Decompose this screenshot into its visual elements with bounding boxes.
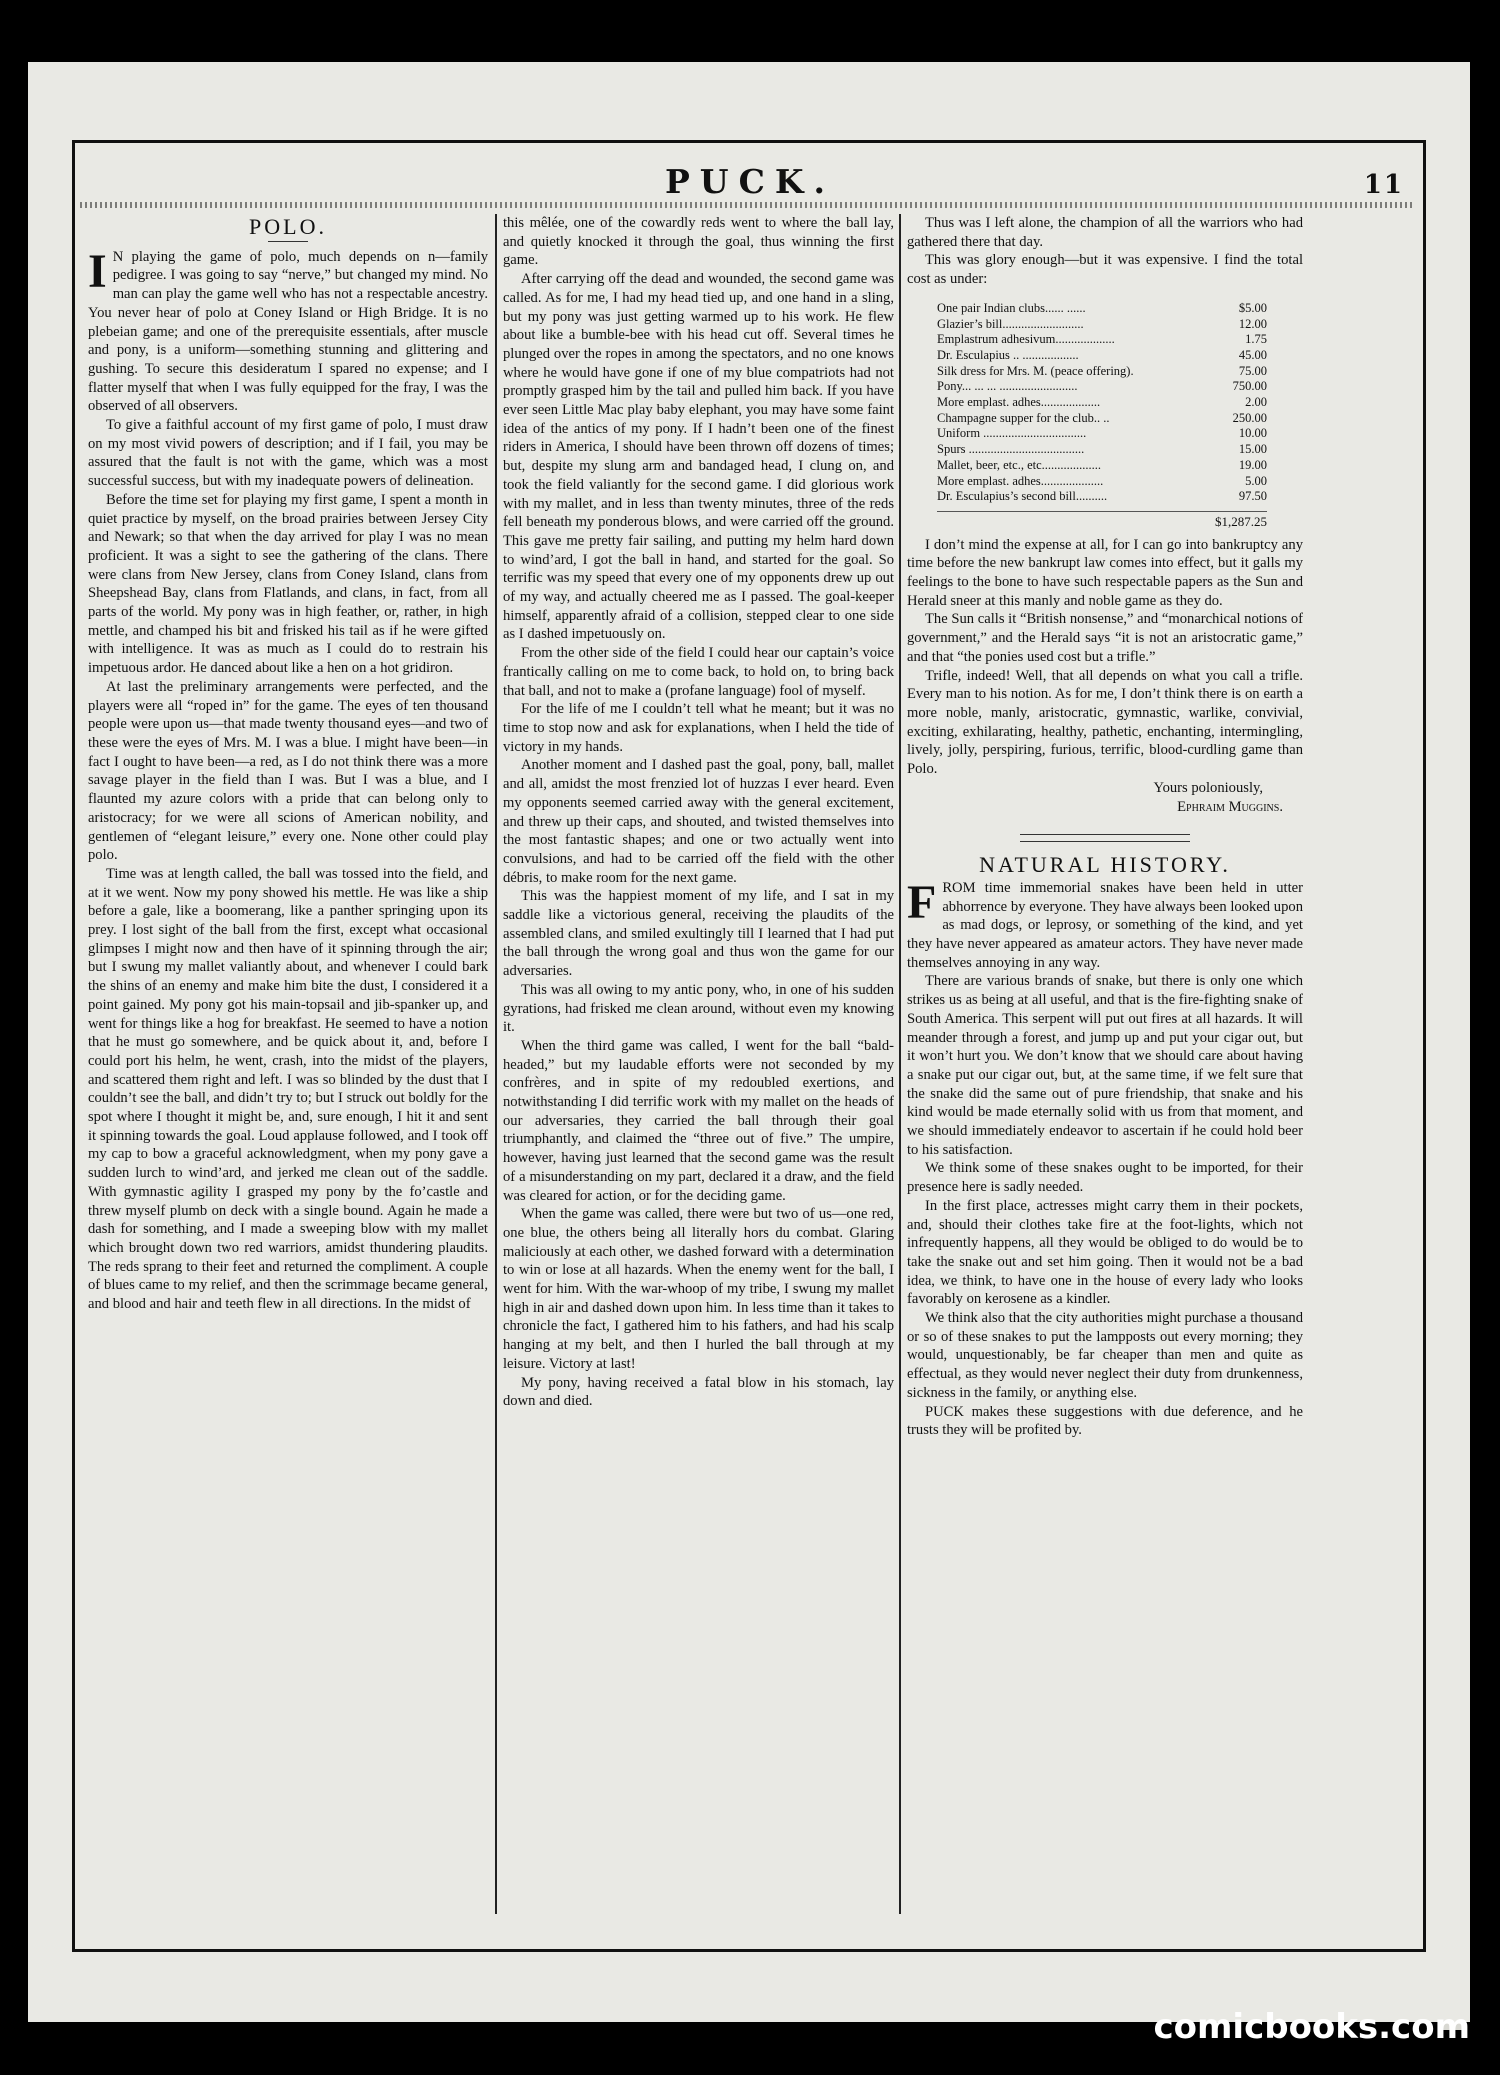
natural-history-first-paragraph xyxy=(907,875,1303,973)
polo-first-paragraph xyxy=(88,244,488,416)
column-rule xyxy=(899,214,901,1914)
header-rule xyxy=(80,202,1412,208)
column-3 xyxy=(907,214,1303,1440)
bill-amount: 19.00 xyxy=(1238,457,1267,472)
paragraph: This was all owing to my antic pony, who, in one of his sudden gyrations, had frisked me clean around, without even my knowing it. xyxy=(503,981,894,1036)
watermark: comicbooks.com xyxy=(1153,2007,1470,2047)
bill-row xyxy=(937,458,1267,474)
paragraph: Trifle, indeed! Well, that all depends on what you call a trifle. Every man to his notion. As for me, I don’t think there is on earth a more noble, manly, aristocratic, gymnastic, warlike, convivial, exciting, exhilarating, healthy, pathetic, enchanting, intermingling, lively, jolly, perspiring, furious, terrific, blood-curdling game than Polo. xyxy=(907,667,1303,778)
bill-item: Pony... ... ... ......................... xyxy=(937,379,1078,394)
title-rule xyxy=(268,241,308,242)
paragraph: Another moment and I dashed past the goal, pony, ball, mallet and all, amidst the most frenzied lot of huzzas I ever heard. Even my opponents seemed carried away with the general excitement, and threw up their caps, and shouted, and twisted themselves into the most fantastic shapes; and one or two actually went into convulsions, and had to be carried off the field with the other débris, to make room for the next game. xyxy=(503,757,894,886)
paragraph: From the other side of the field I could hear our captain’s voice frantically calling on me to come back, to hold on, to bring back that ball, and not to make a (profane language) fool of myself. xyxy=(503,645,894,699)
bill-row xyxy=(937,364,1267,380)
closing: Yours poloniously, xyxy=(1153,779,1263,796)
masthead: PUCK. xyxy=(664,162,836,201)
paragraph: When the game was called, there were but two of us—one red, one blue, the others being all literally hors du combat. Glaring maliciously at each other, we dashed forward with a determination to win or lose at all hazards. When the enemy went for the ball, I went for him. With the war-whoop of my tribe, I swung my mallet high in air and dashed down upon him. In less time than it takes to chronicle the fact, I gathered him to his fathers, and had his scalp hanging at my belt, and then I hurled the ball through at my leisure. Victory at last! xyxy=(503,1206,894,1372)
bill-row xyxy=(937,395,1267,411)
bill-item: Spurs ..................................... xyxy=(937,442,1085,457)
paragraph: Before the time set for playing my first game, I spent a month in quiet practice by myself, on the broad prairies between Jersey City and Newark; so that when the day arrived for play I was no mean proficient. It was a sight to see the gathering of the clans. There were clans from New Jersey, clans from Coney Island, clans from Sheepshead Bay, clans from Flatlands, and clans, in fact, from all parts of the world. My pony was in high feather, or, rather, in high mettle, and champed his bit and frisked his tail as if he were gifted with intelligence. It was as much as I could do to restrain his impetuous ardor. He danced about like a hen on a hot gridiron. xyxy=(88,491,488,677)
paragraph: My pony, having received a fatal blow in his stomach, lay down and died. xyxy=(503,1374,894,1410)
bill-item: Dr. Esculapius .. .................. xyxy=(937,347,1079,362)
paragraph: I don’t mind the expense at all, for I can go into bankruptcy any time before the new bankrupt law comes into effect, but it galls my feelings to the bone to have such respectable papers as the Sun and Herald sneer at this manly and noble game as they do. xyxy=(907,536,1303,609)
paragraph-text: ROM time immemorial snakes have been held in utter abhorrence by everyone. They have always been looked upon as mad dogs, or leprosy, or something of the kind, and yet they have never appeared as amateur actors. They have never made themselves annoying in any way. xyxy=(907,879,1303,971)
bill-row xyxy=(937,489,1267,505)
bill-row xyxy=(937,442,1267,458)
bill-item: Silk dress for Mrs. M. (peace offering). xyxy=(937,363,1134,378)
bill-amount: 45.00 xyxy=(1238,347,1267,362)
bill-amount: 2.00 xyxy=(1245,395,1267,410)
column-2 xyxy=(503,214,894,1411)
bill-item: Mallet, beer, etc., etc................... xyxy=(937,457,1102,472)
dropcap: F xyxy=(907,875,937,929)
column-1 xyxy=(88,214,488,1314)
column-rule xyxy=(495,214,497,1914)
signature: Ephraim Muggins. xyxy=(1177,798,1283,815)
page-number: 11 xyxy=(1363,170,1404,200)
paragraph: this mêlée, one of the cowardly reds went to where the ball lay, and quietly knocked it through the goal, thus winning the first game. xyxy=(503,215,894,269)
bill-item: More emplast. adhes.................... xyxy=(937,473,1104,488)
bill-row xyxy=(937,474,1267,490)
bill-item: Champagne supper for the club.. .. xyxy=(937,410,1110,425)
paragraph: For the life of me I couldn’t tell what he meant; but it was no time to stop now and ask for explanations, when I held the tide of victory in my hands. xyxy=(503,701,894,755)
bill-amount: 12.00 xyxy=(1238,316,1267,331)
section-divider xyxy=(1020,834,1190,842)
bill-row xyxy=(937,301,1267,317)
paragraph: To give a faithful account of my first game of polo, I must draw on my most vivid powers of description; and if I fail, you may be assured that the fault is not with the game, which was a most successful success, but with my inadequate powers of delineation. xyxy=(88,417,488,490)
paragraph: At last the preliminary arrangements were perfected, and the players were all “roped in” for the game. The eyes of ten thousand people were upon us—that made twenty thousand eyes—and two of these were the eyes of Mrs. M. I was a blue. I might have been—in fact I ought to have been—a red, as I do not think there was a more savage player in the field than I was. But I was a blue, and I flaunted my azure colors with a pride that can belong only to aristocracy; for we were all scions of American nobility, and gentlemen of “elegant leisure,” every one. None other could play polo. xyxy=(88,678,488,864)
bill-row xyxy=(937,348,1267,364)
paragraph: In the first place, actresses might carry them in their pockets, and, should their clothes take fire at the foot-lights, which not infrequently happens, all they would be obliged to do would be to take the snake out and set him going. Then it would not be a bad idea, we think, to have one in the house of every lady who looks favorably on kerosene as a kindler. xyxy=(907,1197,1303,1308)
bill-item: Glazier’s bill.......................... xyxy=(937,316,1084,331)
paragraph: We think some of these snakes ought to be imported, for their presence here is sadly needed. xyxy=(907,1160,1303,1196)
bill-row xyxy=(937,379,1267,395)
paragraph: Thus was I left alone, the champion of all the warriors who had gathered there that day. xyxy=(907,215,1303,250)
bill-amount: 15.00 xyxy=(1238,442,1267,457)
article-title-natural-history: NATURAL HISTORY. xyxy=(979,852,1231,878)
bill-amount: $5.00 xyxy=(1238,300,1267,315)
paragraph: We think also that the city authorities might purchase a thousand or so of these snakes to put the lampposts out every morning; they would, unquestionably, be far cheaper than men and quite as effectual, as they would never neglect their duty from drunkenness, sickness in the family, or anything else. xyxy=(907,1310,1303,1401)
bill-item: One pair Indian clubs...... ...... xyxy=(937,300,1086,315)
paragraph-text: N playing the game of polo, much depends on n—family pedigree. I was going to say “nerve,” but changed my mind. No man can play the game well who has not a respectable ancestry. You never hear of polo at Coney Island or High Bridge. It is no plebeian game; and one of the prerequisite essentials, after muscle and pony, is a uniform—something stunning and glittering and gushing. To secure this desideratum I spared no expense; and I flatter myself that when I was fully equipped for the fray, I was the observed of all observers. xyxy=(88,248,488,415)
bill-amount: 5.00 xyxy=(1245,473,1267,488)
bill-amount: 1.75 xyxy=(1245,332,1267,347)
bill-item: Emplastrum adhesivum................... xyxy=(937,332,1115,347)
bill-amount: 75.00 xyxy=(1238,363,1267,378)
bill-row xyxy=(937,411,1267,427)
bill-item: More emplast. adhes................... xyxy=(937,395,1101,410)
bill-row xyxy=(937,426,1267,442)
paragraph: This was glory enough—but it was expensive. I find the total cost as under: xyxy=(907,252,1303,288)
dropcap: I xyxy=(88,244,107,298)
bill-amount: 10.00 xyxy=(1238,426,1267,441)
paragraph: The Sun calls it “British nonsense,” and “monarchical notions of government,” and the Herald says “it is not an aristocratic game,” and that “the ponies used cost but a trifle.” xyxy=(907,611,1303,665)
bill-amount: 750.00 xyxy=(1232,379,1267,394)
bill-amount: 97.50 xyxy=(1238,489,1267,504)
paragraph: Time was at length called, the ball was tossed into the field, and at it we went. Now my pony showed his mettle. He was like a ship before a gale, like a boomerang, like a panther springing upon its prey. I lost sight of the ball from the first, except what occasional glimpses I might now and then have of it spinning through the air; but I swung my mallet valiantly about, and whenever I could bark the shins of an enemy and make him bite the dust, I considered it a point gained. My pony got his main-topsail and jib-spanker up, and went for things like a hog for breakfast. He seemed to have a notion that he must go somewhere, and be quick about it, and, before I could port his helm, he went, crash, into the midst of the players, and scattered them right and left. I was so blinded by the dust that I couldn’t see the ball, and didn’t try to; but I struck out boldly for the spot where I thought it might be, and, sure enough, I hit it and sent it spinning towards the goal. Loud applause followed, and I took off my cap to bow a graceful acknowledgment, when my pony gave a sudden lurch to wind’ard, and jerked me clean out of the saddle. With gymnastic agility I grasped my pony by the fo’castle and threw myself plumb on deck with a single bound. Again he made a dash for something, and I made a sweeping blow with my mallet which brought down two red warriors, amidst thundering plaudits. The reds sprang to their feet and returned the compliment. A couple of blues came to my relief, and then the scrimmage became general, and blood and hair and teeth flew in all directions. In the midst of xyxy=(88,865,488,1313)
expense-bill xyxy=(937,301,1303,530)
paragraph: After carrying off the dead and wounded, the second game was called. As for me, I had my head tied up, and one hand in a sling, but my pony was just getting warmed up to his work. He flew about like a bumble-bee with his head cut off. Several times he plunged over the ropes in among the spectators, and no one knows where he would have gone if one of my blue compatriots had not promptly grasped him by the tail and pulled him back. If you have ever seen Little Mac play baby elephant, you may have some faint idea of the antics of my pony. If I hadn’t been one of the finest riders in America, I should have been thrown off dozens of times; but, despite my slung arm and bandaged head, I clung on, and took the field valiantly for the second game. I did glorious work with my mallet, and in less than twenty minutes, three of the reds fell beneath my ponderous blows, and were carried off the ground. This gave me pretty fair sailing, and putting my helm hard down to wind’ard, I got the ball in hand, and started for the goal. So terrific was my speed that every one of my opponents drew up out of my way, and actually cheered me as I passed. The goal-keeper himself, apparently afraid of a collision, stepped clear to one side as I dashed impetuously on. xyxy=(503,271,894,643)
paragraph: PUCK makes these suggestions with due deference, and he trusts they will be profited by. xyxy=(907,1403,1303,1439)
paragraph: There are various brands of snake, but there is only one which strikes us as being at all useful, and that is the fire-fighting snake of South America. This serpent will put out fires at all hazards. It will meander through a forest, and jump up and put your cigar out, but it won’t hurt you. We don’t know that we should care about having a snake put our cigar out, but, at the same time, if we felt sure that the snake did the same out of pure friendship, that snake and his kind would be made eternally solid with us from that moment, and we should immediately endeavor to ascertain if he could hold beer to his satisfaction. xyxy=(907,973,1303,1158)
article-title-polo: POLO. xyxy=(249,214,327,239)
bill-row xyxy=(937,317,1267,333)
bill-row xyxy=(937,332,1267,348)
bill-amount: 250.00 xyxy=(1232,410,1267,425)
bill-item: Uniform ................................. xyxy=(937,426,1087,441)
bill-total: $1,287.25 xyxy=(937,511,1267,530)
paragraph: When the third game was called, I went for the ball “bald-headed,” but my laudable efforts were not seconded by my confrères, and in spite of my redoubled exertions, and notwithstanding I did terrific work with my mallet on the heads of our adversaries, they carried the ball through their goal triumphantly, and claimed the “three out of five.” The umpire, however, having just learned that the second game was the result of a misunderstanding on my part, declared it a draw, and the field was cleared for action, or for the deciding game. xyxy=(503,1037,894,1204)
bill-item: Dr. Esculapius’s second bill.......... xyxy=(937,489,1108,504)
paragraph: This was the happiest moment of my life, and I sat in my saddle like a victorious general, receiving the plaudits of the assembled clans, and smiled exultingly till I learned that I had put the ball through the wrong goal and thus won the game for our adversaries. xyxy=(503,888,894,980)
